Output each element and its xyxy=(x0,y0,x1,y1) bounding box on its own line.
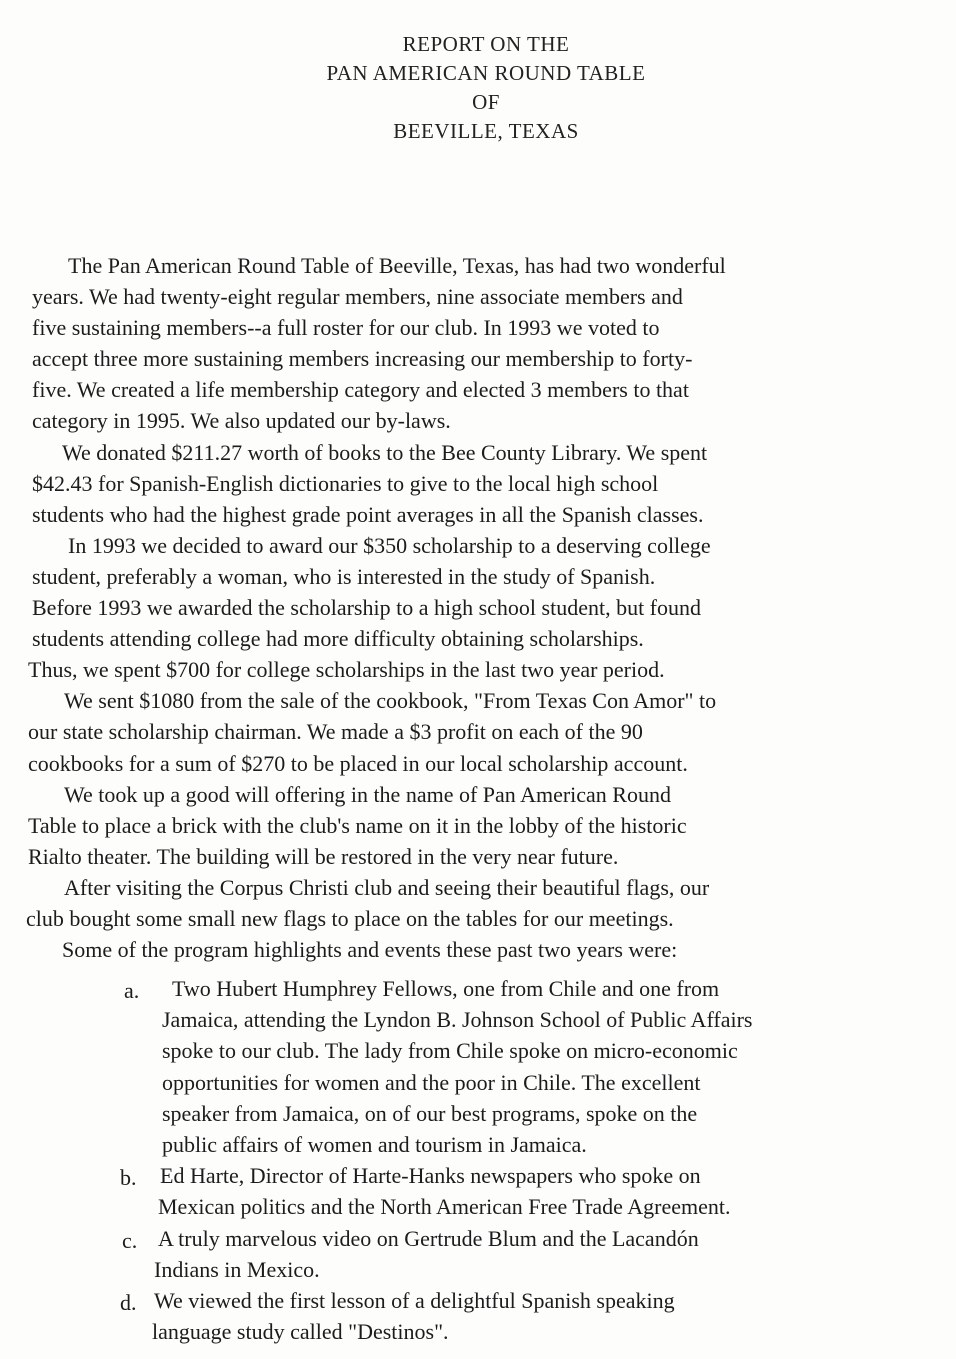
list-item xyxy=(0,1285,956,1347)
list-item-marker: b. xyxy=(120,1165,137,1191)
title-line: PAN AMERICAN ROUND TABLE xyxy=(326,61,646,85)
body-line: years. We had twenty-eight regular members, nine associate members and xyxy=(32,284,683,310)
title-line: BEEVILLE, TEXAS xyxy=(393,119,579,143)
list-item-line: opportunities for women and the poor in Chile. The excellent xyxy=(162,1069,701,1095)
body-line: five. We created a life membership category and elected 3 members to that xyxy=(32,377,689,403)
body-line: Thus, we spent $700 for college scholarships in the last two year period. xyxy=(28,657,665,683)
body-line: Rialto theater. The building will be restored in the very near future. xyxy=(28,843,619,869)
body-line: In 1993 we decided to award our $350 scholarship to a deserving college xyxy=(68,532,711,558)
body-line: The Pan American Round Table of Beeville, Texas, has had two wonderful xyxy=(68,253,726,278)
report-body xyxy=(0,250,956,965)
list-item-line: We viewed the first lesson of a delightful Spanish speaking xyxy=(154,1287,675,1313)
list-item-line: Jamaica, attending the Lyndon B. Johnson School of Public Affairs xyxy=(162,1007,753,1033)
body-line: Table to place a brick with the club's name on it in the lobby of the historic xyxy=(28,812,687,838)
body-line: cookbooks for a sum of $270 to be placed in our local scholarship account. xyxy=(28,750,688,776)
body-line: Some of the program highlights and events these past two years were: xyxy=(62,937,678,963)
body-line: club bought some small new flags to place on the tables for our meetings. xyxy=(26,905,674,931)
list-item-marker: d. xyxy=(120,1289,137,1315)
list-item-line: language study called "Destinos". xyxy=(152,1319,449,1345)
list-item xyxy=(0,973,956,1160)
body-line: category in 1995. We also updated our by-laws. xyxy=(32,408,451,434)
body-line: After visiting the Corpus Christi club and seeing their beautiful flags, our xyxy=(64,874,710,900)
list-item-marker: c. xyxy=(122,1227,138,1253)
title-line: OF xyxy=(472,90,500,114)
program-highlights-list xyxy=(0,973,956,1347)
list-item-line: public affairs of women and tourism in Jamaica. xyxy=(162,1131,587,1157)
list-item-line: Mexican politics and the North American Free Trade Agreement. xyxy=(158,1194,731,1220)
body-line: $42.43 for Spanish-English dictionaries to give to the local high school xyxy=(32,470,659,496)
list-item-line: Two Hubert Humphrey Fellows, one from Chile and one from xyxy=(172,976,720,1001)
body-line: accept three more sustaining members increasing our membership to forty- xyxy=(32,346,693,372)
body-line: students who had the highest grade point averages in all the Spanish classes. xyxy=(32,501,704,527)
body-line: our state scholarship chairman. We made a $3 profit on each of the 90 xyxy=(28,719,643,745)
list-item-line: Ed Harte, Director of Harte-Hanks newspapers who spoke on xyxy=(160,1163,701,1189)
list-item-line: speaker from Jamaica, on of our best programs, spoke on the xyxy=(162,1100,698,1126)
list-item-line: spoke to our club. The lady from Chile spoke on micro-economic xyxy=(162,1038,738,1064)
body-line: We sent $1080 from the sale of the cookbook, "From Texas Con Amor" to xyxy=(64,688,717,714)
list-item xyxy=(0,1223,956,1285)
report-title xyxy=(8,30,956,146)
list-item-marker: a. xyxy=(124,978,140,1003)
body-line: student, preferably a woman, who is interested in the study of Spanish. xyxy=(32,563,656,589)
body-line: We donated $211.27 worth of books to the Bee County Library. We spent xyxy=(62,439,708,465)
list-item-line: A truly marvelous video on Gertrude Blum and the Lacandón xyxy=(158,1225,699,1251)
body-line: students attending college had more difficulty obtaining scholarships. xyxy=(32,626,644,652)
body-line: five sustaining members--a full roster for our club. In 1993 we voted to xyxy=(32,315,660,341)
title-line: REPORT ON THE xyxy=(402,32,570,56)
body-line: Before 1993 we awarded the scholarship to a high school student, but found xyxy=(32,595,702,621)
body-line: We took up a good will offering in the name of Pan American Round xyxy=(64,781,671,807)
list-item xyxy=(0,1160,956,1222)
list-item-line: Indians in Mexico. xyxy=(154,1256,320,1282)
